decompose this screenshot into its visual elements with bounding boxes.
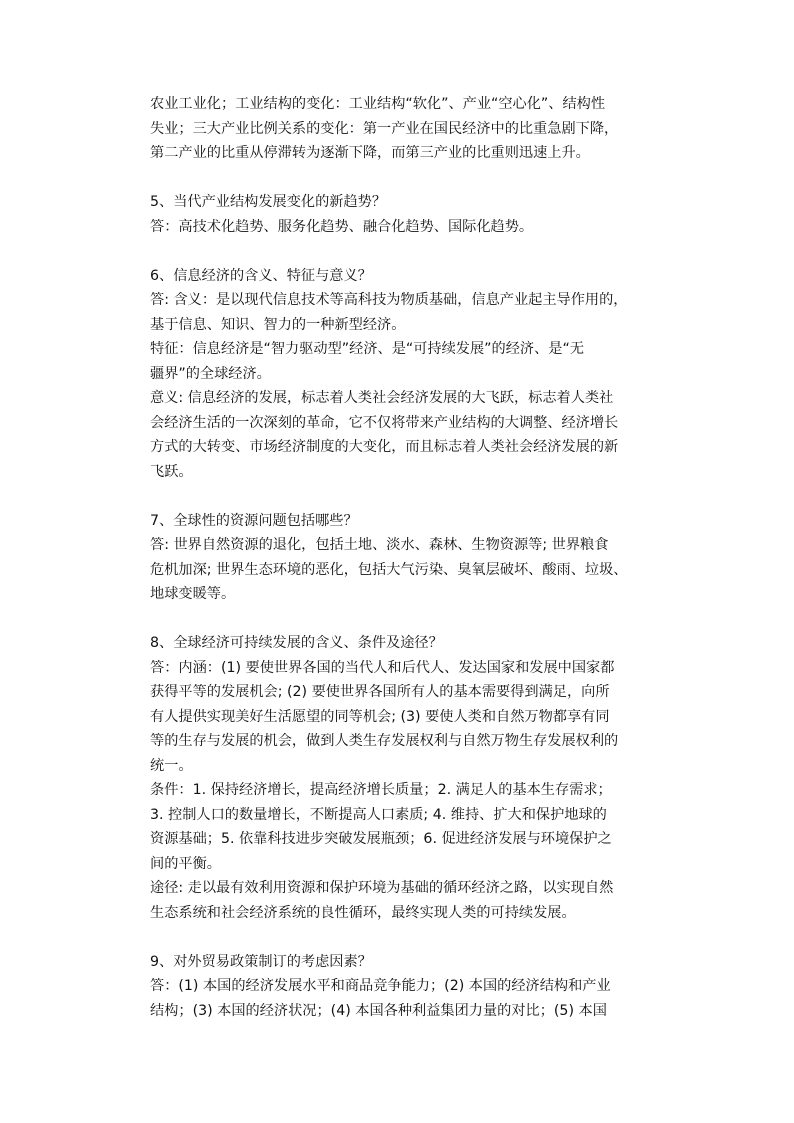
text-line: 农业工业化；工业结构的变化：工业结构“软化”、产业“空心化”、结构性 [150,96,606,112]
answer-line: 资源基础；5. 依靠科技进步突破发展瓶颈；6. 促进经济发展与环境保护之 [150,831,612,847]
answer-line: 等的生存与发展的机会，做到人类生存发展权利与自然万物生存发展权利的 [150,733,619,749]
question-heading: 5、当代产业结构发展变化的新趋势？ [150,194,387,210]
question-7 [150,509,678,607]
paragraph-spacer [150,484,678,509]
text-line: 失业；三大产业比例关系的变化：第一产业在国民经济中的比重急剧下降， [150,120,619,137]
answer-line: 条件：1. 保持经济增长，提高经济增长质量；2. 满足人的基本生存需求； [150,782,612,798]
continuation-paragraph [150,92,678,166]
answer-line: 答：(1) 本国的经济发展水平和商品竞争能力；(2) 本国的经济结构和产业 [150,978,611,994]
answer-line: 会经济生活的一次深刻的革命，它不仅将带来产业结构的大调整、经济增长 [150,414,619,431]
answer-line: 危机加深; 世界生态环境的恶化，包括大气污染、臭氧层破坏、酸雨、垃圾、 [150,561,628,578]
answer-line: 统一。 [150,757,193,774]
answer-line: 特征：信息经济是“智力驱动型”经济、是“可持续发展”的经济、是“无 [150,341,585,357]
question-8 [150,631,678,925]
answer-line: 地球变暖等。 [150,586,236,602]
answer-line: 3. 控制人口的数量增长，不断提高人口素质; 4. 维持、扩大和保护地球的 [150,806,607,823]
answer-line: 飞跃。 [150,463,193,480]
answer-line: 基于信息、知识、智力的一种新型经济。 [150,316,406,333]
paragraph-spacer [150,607,678,632]
answer-line: 答：内涵：(1) 要使世界各国的当代人和后代人、发达国家和发展中国家都 [150,659,615,676]
question-heading: 6、信息经济的含义、特征与意义？ [150,267,372,284]
question-6 [150,264,678,485]
text-line: 第二产业的比重从停滞转为逐渐下降，而第三产业的比重则迅速上升。 [150,145,590,161]
paragraph-spacer [150,239,678,264]
paragraph-spacer [150,166,678,191]
document-page [150,92,678,1023]
answer-line: 答: 世界自然资源的退化，包括土地、淡水、森林、生物资源等; 世界粮食 [150,537,609,553]
answer-line: 结构；(3) 本国的经济状况；(4) 本国各种利益集团力量的对比；(5) 本国 [150,1002,607,1019]
question-heading: 8、全球经济可持续发展的含义、条件及途径？ [150,635,443,651]
question-heading: 9、对外贸易政策制订的考虑因素？ [150,953,372,970]
paragraph-spacer [150,925,678,950]
answer-line: 途径: 走以最有效利用资源和保护环境为基础的循环经济之路，以实现自然 [150,880,614,896]
answer-line: 疆界”的全球经济。 [150,365,271,382]
answer-line: 生态系统和社会经济系统的良性循环，最终实现人类的可持续发展。 [150,904,576,921]
answer-line: 有人提供实现美好生活愿望的同等机会; (3) 要使人类和自然万物都享有同 [150,708,610,725]
question-heading: 7、全球性的资源问题包括哪些？ [150,512,358,529]
answer-line: 间的平衡。 [150,855,221,872]
answer-line: 答: 含义：是以现代信息技术等高科技为物质基础，信息产业起主导作用的， [150,292,628,308]
answer-line: 获得平等的发展机会; (2) 要使世界各国所有人的基本需要得到满足，向所 [150,684,610,700]
answer-line: 方式的大转变、市场经济制度的大变化，而且标志着人类社会经济发展的新 [150,439,619,455]
answer-line: 答：高技术化趋势、服务化趋势、融合化趋势、国际化趋势。 [150,218,534,235]
answer-line: 意义: 信息经济的发展，标志着人类社会经济发展的大飞跃，标志着人类社 [150,390,614,406]
question-5 [150,190,678,239]
question-9 [150,950,678,1024]
